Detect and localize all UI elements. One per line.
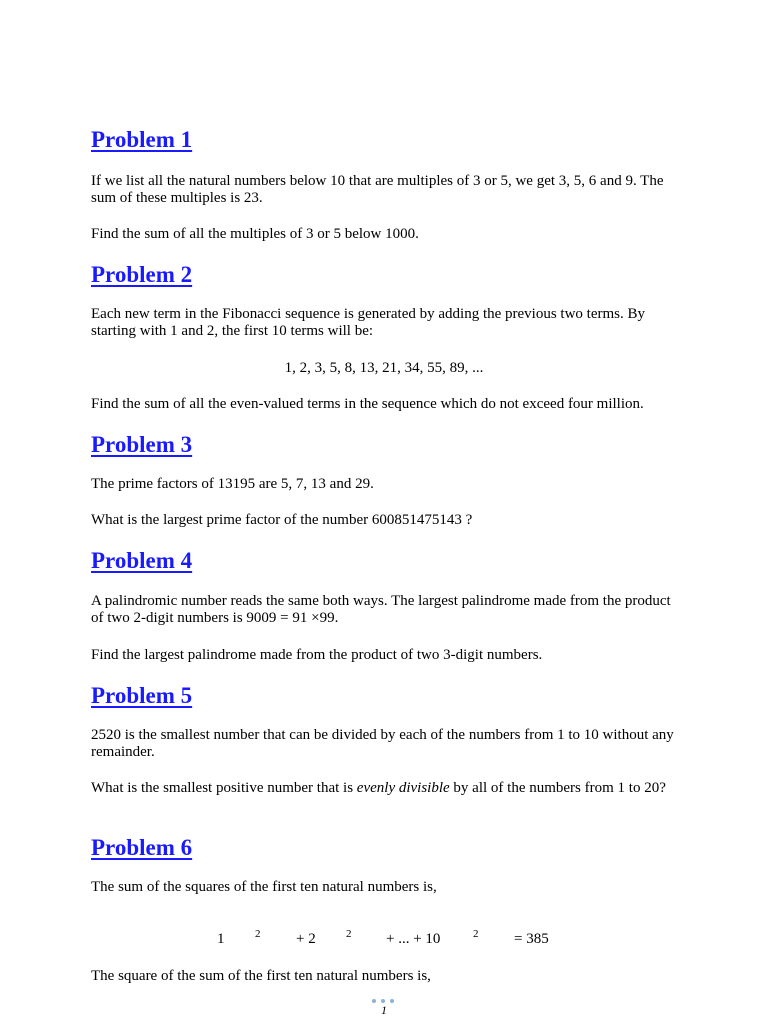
problem-6-square-of-sum: The square of the sum of the first ten natural numbers is,: [91, 968, 431, 984]
formula-term-3: + ... + 10: [386, 931, 441, 947]
problem-1-question: Find the sum of all the multiples of 3 or 5 below 1000.: [91, 226, 419, 242]
problem-4-description: A palindromic number reads the same both ways. The largest palindrome made from the product of two 2-digit numbers is 9009 = 91 ×99.: [91, 593, 671, 626]
formula-exponent-2: 2: [346, 928, 352, 940]
problem-6-description: The sum of the squares of the first ten natural numbers is,: [91, 879, 437, 895]
problem-6-heading-link[interactable]: Problem 6: [91, 835, 193, 860]
formula-exponent-3: 2: [473, 928, 479, 940]
problem-5-question-end: by all of the numbers from 1 to 20?: [449, 780, 666, 796]
formula-result: = 385: [514, 931, 549, 947]
problem-5-question-emphasis: evenly divisible: [356, 780, 450, 796]
problem-4-heading-link[interactable]: Problem 4: [91, 548, 193, 573]
problem-2-heading-link[interactable]: Problem 2: [91, 262, 193, 287]
formula-term-1: 1: [217, 931, 225, 947]
problem-2-question: Find the sum of all the even-valued terms in the sequence which do not exceed four million.: [91, 396, 644, 412]
problem-3-question: What is the largest prime factor of the number 600851475143 ?: [91, 512, 473, 528]
problem-5-question-start: What is the smallest positive number that is: [91, 780, 357, 796]
formula-term-2: + 2: [296, 931, 316, 947]
formula-exponent-1: 2: [255, 928, 261, 940]
problem-3-description: The prime factors of 13195 are 5, 7, 13 and 29.: [91, 476, 374, 492]
page-number: 1: [381, 1003, 387, 1017]
problem-5-heading-link[interactable]: Problem 5: [91, 683, 193, 708]
problem-3-heading-link[interactable]: Problem 3: [91, 432, 193, 457]
problem-5-question: [91, 780, 681, 797]
problem-4-question: Find the largest palindrome made from the product of two 3-digit numbers.: [91, 647, 543, 663]
problem-1-heading-link[interactable]: Problem 1: [91, 127, 193, 152]
problem-2-description: Each new term in the Fibonacci sequence is generated by adding the previous two terms. By starting with 1 and 2, the first 10 terms will be:: [91, 306, 646, 339]
fibonacci-sequence: 1, 2, 3, 5, 8, 13, 21, 34, 55, 89, ...: [284, 360, 484, 376]
problem-5-description: 2520 is the smallest number that can be divided by each of the numbers from 1 to 10 without any remainder.: [91, 727, 674, 760]
problem-1-description: If we list all the natural numbers below 10 that are multiples of 3 or 5, we get 3, 5, 6 and 9. The sum of these multiples is 23.: [91, 173, 664, 206]
